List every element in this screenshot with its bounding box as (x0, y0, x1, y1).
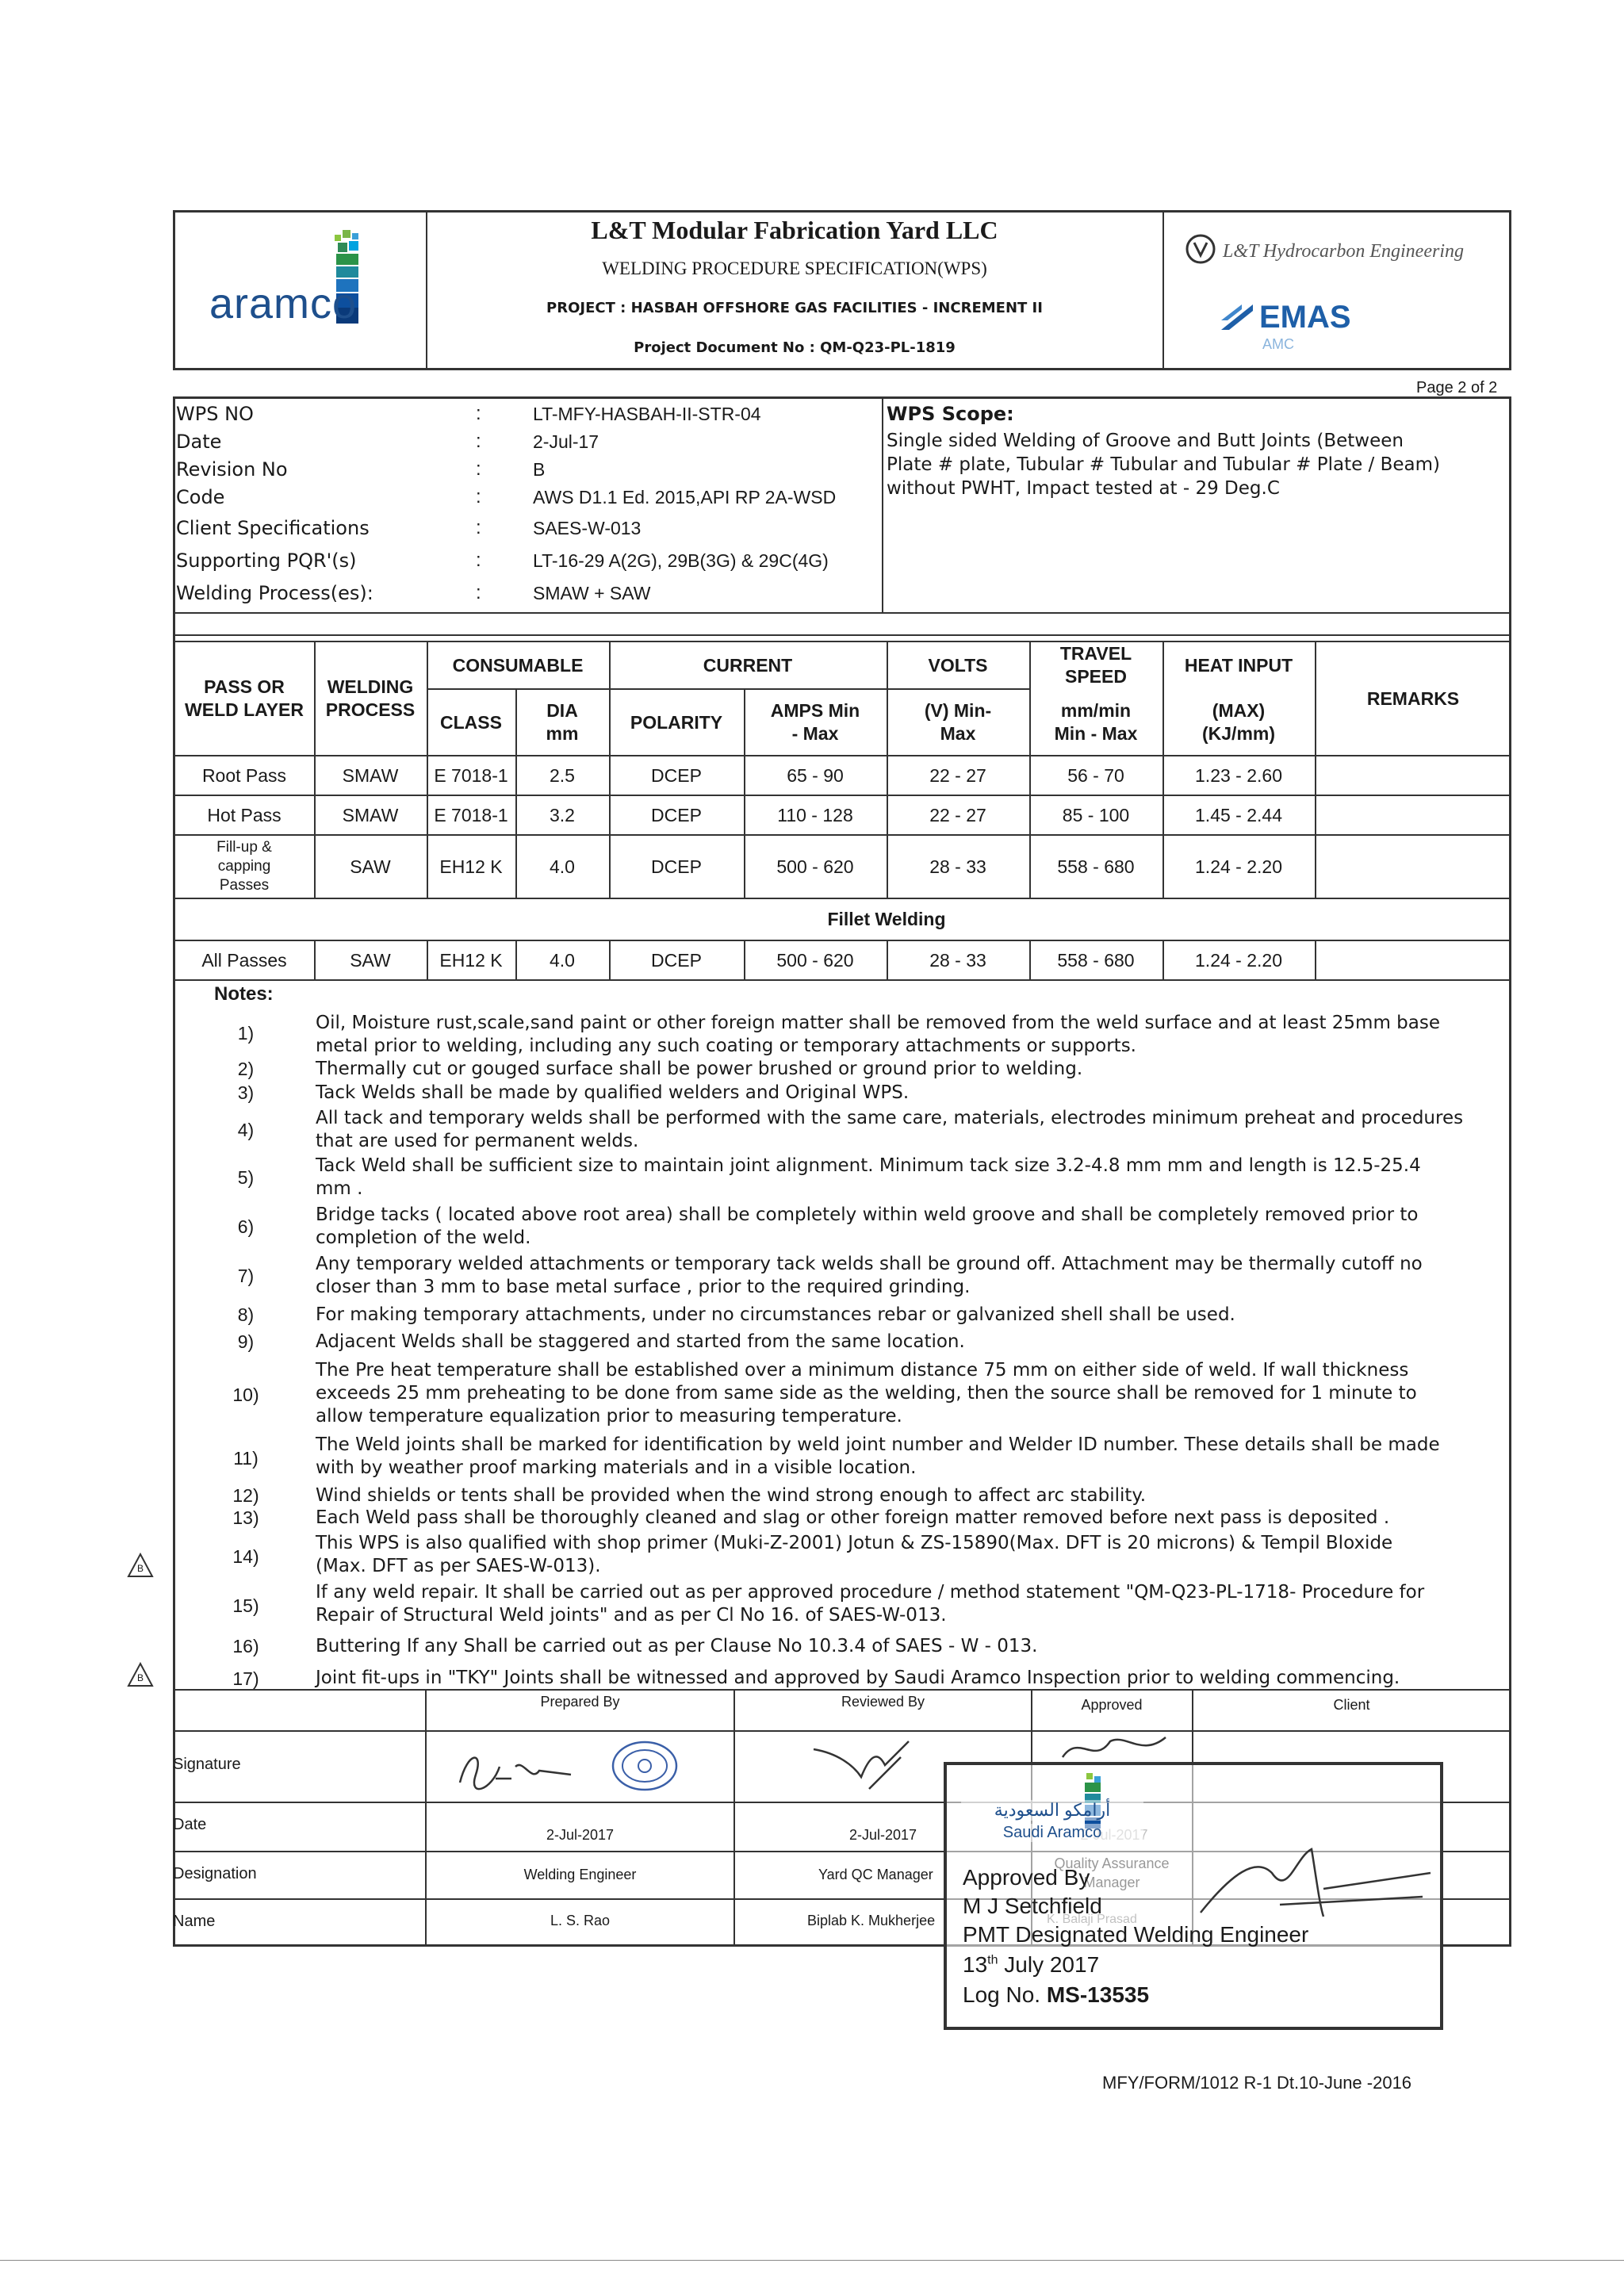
cell-amps: 500 - 620 (776, 949, 854, 971)
field-label-wps-no: WPS NO (176, 403, 254, 425)
note-text: For making temporary attachments, under no circumstances rebar or galvanized shell shall be used. (316, 1304, 1235, 1325)
cell-amps: 110 - 128 (777, 804, 853, 825)
amc-logo-text: AMC (1262, 336, 1294, 352)
cell-amps: 65 - 90 (787, 764, 844, 786)
cell-volts: 22 - 27 (929, 804, 986, 825)
stamp-approval-date: 13th July 2017 (963, 1952, 1100, 1977)
cell-polarity: DCEP (651, 764, 702, 786)
row-label-signature: Signature (173, 1756, 241, 1773)
header-travel-speed-unit: mm/min Min - Max (1054, 700, 1138, 744)
cell-polarity: DCEP (651, 856, 702, 877)
note-number: 8) (237, 1304, 255, 1325)
form-number: MFY/FORM/1012 R-1 Dt.10-June -2016 (1102, 2073, 1412, 2093)
cell-heat-input: 1.23 - 2.60 (1195, 764, 1282, 786)
cell-travel-speed: 558 - 680 (1057, 856, 1135, 877)
note-text: This WPS is also qualified with shop primer (Muki-Z-2001) Jotun & ZS-15890(Max. DFT is 20 microns) & Tempil Bloxide (Max. DFT as per SAES-W-013). (316, 1533, 1393, 1576)
field-label-client-spec: Client Specifications (176, 517, 370, 539)
stamp-signature (1185, 1841, 1438, 1932)
lt-hydrocarbon-text: L&T Hydrocarbon Engineering (1223, 241, 1464, 262)
note-number: 7) (237, 1266, 255, 1286)
cell-heat-input: 1.24 - 2.20 (1195, 856, 1282, 877)
cell-polarity: DCEP (651, 804, 702, 825)
note-number: 15) (232, 1595, 259, 1616)
field-label-revision: Revision No (176, 458, 288, 481)
cell-pass: Fill-up & capping Passes (216, 839, 272, 894)
emas-logo-icon (1218, 301, 1256, 337)
field-value-pqr: LT-16-29 A(2G), 29B(3G) & 29C(4G) (533, 550, 829, 571)
field-label-pqr: Supporting PQR'(s) (176, 550, 357, 572)
col-approved: Approved (1081, 1697, 1143, 1713)
stamp-log-number: Log No. MS-13535 (963, 1982, 1150, 2007)
row-label-date: Date (173, 1816, 207, 1833)
cell-process: SAW (350, 949, 391, 971)
header-travel-speed: TRAVEL SPEED (1059, 643, 1132, 687)
cell-dia: 2.5 (550, 764, 575, 786)
page-number: Page 2 of 2 (1416, 379, 1498, 396)
note-text: Bridge tacks ( located above root area) shall be completely within weld groove and shall be completely removed prior to completion of the weld. (316, 1204, 1419, 1248)
cell-class: E 7018-1 (434, 804, 508, 825)
field-colon: : (476, 403, 481, 424)
cell-heat-input: 1.24 - 2.20 (1195, 949, 1282, 971)
cell-process: SAW (350, 856, 391, 877)
header-amps: AMPS Min - Max (770, 700, 860, 744)
note-text: Thermally cut or gouged surface shall be power brushed or ground prior to welding. (316, 1059, 1083, 1079)
note-text: Adjacent Welds shall be staggered and started from the same location. (316, 1331, 965, 1352)
cell-amps: 500 - 620 (776, 856, 854, 877)
col-reviewed-by: Reviewed By (841, 1694, 925, 1710)
company-name: L&T Modular Fabrication Yard LLC (591, 216, 998, 244)
note-text: All tack and temporary welds shall be performed with the same care, materials, electrodes minimum preheat and procedures that are used for permanent welds. (316, 1108, 1464, 1151)
note-number: 16) (232, 1636, 259, 1656)
cell-process: SMAW (342, 804, 399, 825)
prepared-signature (452, 1743, 579, 1802)
header-process: WELDING PROCESS (325, 676, 416, 720)
document-type: WELDING PROCEDURE SPECIFICATION(WPS) (602, 259, 987, 278)
header-volts: VOLTS (928, 654, 988, 676)
row-label-name: Name (173, 1913, 216, 1930)
cell-volts: 28 - 33 (929, 856, 986, 877)
field-label-process: Welding Process(es): (176, 582, 373, 604)
note-text: The Weld joints shall be marked for identification by weld joint number and Welder ID number. These details shall be made with by weather proof marking materials and in a visible location. (316, 1434, 1440, 1478)
col-client: Client (1333, 1697, 1370, 1713)
cell-volts: 22 - 27 (929, 764, 986, 786)
scope-text-line-3: without PWHT, Impact tested at - 29 Deg.C (887, 478, 1280, 499)
cell-dia: 4.0 (550, 856, 575, 877)
scope-title: WPS Scope: (887, 403, 1014, 425)
field-value-revision: B (533, 459, 546, 480)
note-text: If any weld repair. It shall be carried out as per approved procedure / method statement "QM-Q23-PL-1718- Procedure for Repair of Structural Weld joints" and as per Cl No 16. of SAES-W-013. (316, 1582, 1425, 1626)
note-number: 3) (237, 1082, 255, 1103)
note-number: 9) (237, 1331, 255, 1352)
note-text: Oil, Moisture rust,scale,sand paint or other foreign matter shall be removed from the weld surface and at least 25mm base metal prior to welding, including any such coating or temporary attachments or supports. (316, 1013, 1440, 1056)
cell-volts: 28 - 33 (929, 949, 986, 971)
cell-pass: Root Pass (201, 764, 287, 786)
note-text: Buttering If any Shall be carried out as per Clause No 10.3.4 of SAES - W - 013. (316, 1636, 1038, 1656)
row-label-designation: Designation (173, 1865, 257, 1882)
reviewed-date: 2-Jul-2017 (848, 1827, 917, 1843)
stamp-english-text: Saudi Aramco (961, 1824, 1143, 1842)
note-text: Tack Weld shall be sufficient size to maintain joint alignment. Minimum tack size 3.2-4.8 mm mm and length is 12.5-25.4 mm . (316, 1155, 1421, 1199)
field-colon: : (476, 486, 481, 507)
field-colon: : (476, 550, 481, 571)
reviewed-designation: Yard QC Manager (818, 1867, 933, 1882)
note-text: Any temporary welded attachments or temporary tack welds shall be ground off. Attachment may be thermally cutoff no closer than 3 mm to base metal surface , prior to the required grinding. (316, 1254, 1423, 1297)
note-text: Wind shields or tents shall be provided when the wind strong enough to affect arc stability. (316, 1485, 1147, 1506)
note-text: The Pre heat temperature shall be established over a minimum distance 75 mm on either side of weld. If wall thickness exceeds 25 mm preheating to be done from same side as the welding, then the source shall be removed for 1 minute to allow temperature equalization prior to measuring temperature. (316, 1360, 1417, 1427)
note-number: 17) (232, 1668, 259, 1689)
col-prepared-by: Prepared By (540, 1694, 620, 1710)
field-value-wps-no: LT-MFY-HASBAH-II-STR-04 (533, 404, 761, 424)
header-consumable: CONSUMABLE (452, 654, 584, 676)
aramco-logo-text: aramco (209, 280, 358, 327)
note-number: 14) (232, 1546, 259, 1567)
field-value-process: SMAW + SAW (533, 583, 651, 603)
note-number: 10) (232, 1384, 259, 1405)
cell-polarity: DCEP (651, 949, 702, 971)
revision-triangle-icon: B (127, 1553, 154, 1578)
note-number: 12) (232, 1485, 259, 1506)
project-document-no: Project Document No : QM-Q23-PL-1819 (634, 339, 956, 356)
note-number: 2) (237, 1059, 255, 1079)
company-seal-icon (609, 1738, 680, 1798)
note-number: 13) (232, 1507, 259, 1528)
header-class: CLASS (440, 711, 502, 733)
project-title: PROJECT : HASBAH OFFSHORE GAS FACILITIES - INCREMENT II (546, 300, 1043, 316)
note-number: 5) (237, 1167, 255, 1188)
prepared-name: L. S. Rao (550, 1913, 611, 1928)
stamp-approver-title: PMT Designated Welding Engineer (963, 1922, 1309, 1947)
fillet-welding-title: Fillet Welding (827, 909, 946, 930)
cell-class: EH12 K (439, 949, 503, 971)
cell-dia: 4.0 (550, 949, 575, 971)
scope-text-line-1: Single sided Welding of Groove and Butt Joints (Between (887, 431, 1404, 451)
cell-pass: Hot Pass (207, 804, 282, 825)
emas-logo-text: EMAS (1259, 300, 1351, 335)
revision-triangle-icon: B (127, 1662, 154, 1687)
cell-process: SMAW (342, 764, 399, 786)
field-colon: : (476, 458, 481, 480)
cell-travel-speed: 85 - 100 (1062, 804, 1130, 825)
notes-title: Notes: (214, 983, 274, 1005)
note-number: 11) (233, 1448, 259, 1469)
note-text: Joint fit-ups in "TKY" Joints shall be witnessed and approved by Saudi Aramco Inspection prior to welding commencing. (316, 1668, 1400, 1688)
cell-travel-speed: 56 - 70 (1067, 764, 1124, 786)
stamp-approver-name: M J Setchfield (963, 1894, 1102, 1918)
header-pass: PASS OR WELD LAYER (185, 676, 304, 720)
field-value-code: AWS D1.1 Ed. 2015,API RP 2A-WSD (533, 487, 837, 507)
header-remarks: REMARKS (1366, 687, 1460, 709)
header-heat-input-unit: (MAX) (KJ/mm) (1202, 700, 1276, 744)
field-colon: : (476, 431, 481, 452)
lt-logo-icon (1185, 233, 1216, 269)
reviewed-signature (806, 1733, 933, 1809)
cell-heat-input: 1.45 - 2.44 (1195, 804, 1282, 825)
note-text: Each Weld pass shall be thoroughly cleaned and slag or other foreign matter removed before next pass is deposited . (316, 1507, 1390, 1528)
header-polarity: POLARITY (630, 711, 723, 733)
scope-text-line-2: Plate # plate, Tubular # Tubular and Tubular # Plate / Beam) (887, 454, 1441, 475)
field-value-client-spec: SAES-W-013 (533, 518, 642, 538)
note-text: Tack Welds shall be made by qualified welders and Original WPS. (316, 1082, 910, 1103)
header-dia: DIA mm (546, 700, 579, 744)
note-number: 4) (237, 1120, 255, 1140)
note-number: 6) (237, 1216, 255, 1237)
cell-travel-speed: 558 - 680 (1057, 949, 1135, 971)
cell-pass: All Passes (201, 949, 287, 971)
field-label-code: Code (176, 486, 225, 508)
cell-class: E 7018-1 (434, 764, 508, 786)
field-label-date: Date (176, 431, 222, 453)
approval-stamp (944, 1762, 1443, 2030)
stamp-approved-by: Approved By (963, 1865, 1090, 1890)
header-heat-input: HEAT INPUT (1184, 654, 1293, 676)
prepared-date: 2-Jul-2017 (546, 1827, 615, 1843)
cell-dia: 3.2 (550, 804, 575, 825)
stamp-arabic-text: أرامكو السعودية (961, 1800, 1143, 1821)
reviewed-name: Biplab K. Mukherjee (807, 1913, 936, 1928)
field-colon: : (476, 517, 481, 538)
prepared-designation: Welding Engineer (523, 1867, 637, 1882)
field-value-date: 2-Jul-17 (533, 431, 599, 452)
cell-class: EH12 K (439, 856, 503, 877)
header-volts-unit: (V) Min- Max (924, 700, 992, 744)
header-current: CURRENT (703, 654, 793, 676)
field-colon: : (476, 582, 481, 603)
note-number: 1) (237, 1023, 255, 1044)
